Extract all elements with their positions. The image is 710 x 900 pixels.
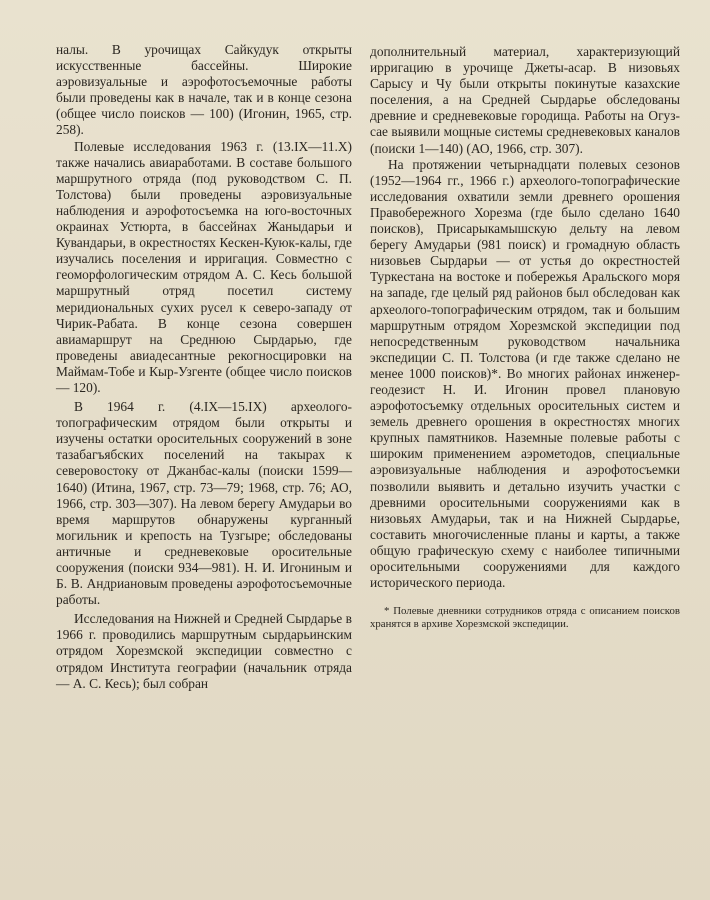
left-paragraph-2: Полевые исследования 1963 г. (13.IX—11.X) также начались авиаработами. В составе большого маршрутного отряда (под руководством С. П. Толстова) были проведены аэровизуальные наблюдения и аэрофотосъемка на юго-восточных окраинах Устюрта, в бассейнах Жаныдарьи и Кувандарьи, в окрестностях Кескен-Куюк-калы, где изучались поселения и ирригация. Совместно с геоморфологическим отрядом А. С. Кесь большой маршрутный отряд посетил систему меридиональных сухих русел к северо-западу от Чирик-Рабата. В конце сезона совершен авиамаршрут на Среднюю Сырдарью, где проведены авиадесантные рекогносцировки на Маймам-Тобе и Кыр-Узгенте (общее число поисков — 120).: [56, 138, 352, 395]
left-paragraph-1: налы. В урочищах Сайкудук открыты искусственные бассейны. Широкие аэровизуальные и аэрофотосъемочные работы были проведены как в начале, так и в конце сезона (общее число поисков — 100) (Игонин, 1965, стр. 258).: [56, 42, 352, 138]
right-column: [370, 44, 680, 631]
left-paragraph-3: В 1964 г. (4.IX—15.IX) археолого-топографическим отрядом были открыты и изучены остатки оросительных сооружений в зоне тазабагъябских поселений на такырах к северовостоку от Джанбас-калы (поиски 1599—1640) (Итина, 1967, стр. 73—79; 1968, стр. 76; АО, 1966, стр. 303—307). На левом берегу Амударьи во время маршрутов обнаружены курганный могильник и крепость на Тузгыре; обследованы античные и средневековые оросительные сооружения (поиски 934—981). Н. И. Игониным и Б. В. Андриановым проведены аэрофотосъемочные работы.: [56, 399, 352, 608]
footnote: * Полевые дневники сотрудников отряда с описанием поисков хранятся в архиве Хорезмской экспедиции.: [370, 605, 680, 631]
right-paragraph-1: дополнительный материал, характеризующий ирригацию в урочище Джеты-асар. В низовьях Сарысу и Чу были открыты покинутые казахские поселения, а на Средней Сырдарье обследованы древние и средневековые городища. Работы на Огуз-сае выявили мощные системы средневековых каналов (поиски 1—140) (АО, 1966, стр. 307).: [370, 44, 680, 156]
right-paragraph-2: На протяжении четырнадцати полевых сезонов (1952—1964 гг., 1966 г.) археолого-топографические исследования охватили земли древнего орошения Правобережного Хорезма (где было сделано 1640 поисков), Присарыкамышскую дельту на левом берегу Амударьи (981 поиск) и громадную область низовьев Сырдарьи — от устья до окрестностей Туркестана на востоке и побережья Аральского моря на западе, где целый ряд районов был обследован как археолого-топографическим отрядом, так и большим маршрутным отрядом Хорезмской экспедиции под непосредственным руководством начальника экспедиции С. П. Толстова (и где также сделано не менее 1000 поисков)*. Во многих районах инженер-геодезист Н. И. Игонин провел плановую аэрофотосъемку отдельных оросительных систем и земель древнего орошения в окрестностях многих крупных памятников. Наземные полевые работы с широким применением аэрометодов, специальные аэровизуальные наблюдения и аэрофотосъемки позволили выявить и детально изучить участки с древними оросительными сооружениями как в низовьях Амударьи, так и на Нижней Сырдарье, составить многочисленные планы и карты, а также общую графическую схему с наиболее типичными оросительными сооружениями для каждого исторического периода.: [370, 156, 680, 591]
left-paragraph-4: Исследования на Нижней и Средней Сырдарье в 1966 г. проводились маршрутным сырдарьинским отрядом Хорезмской экспедиции совместно с отрядом Института географии (начальник отряда — А. С. Кесь); был собран: [56, 611, 352, 691]
left-column: [56, 42, 352, 692]
